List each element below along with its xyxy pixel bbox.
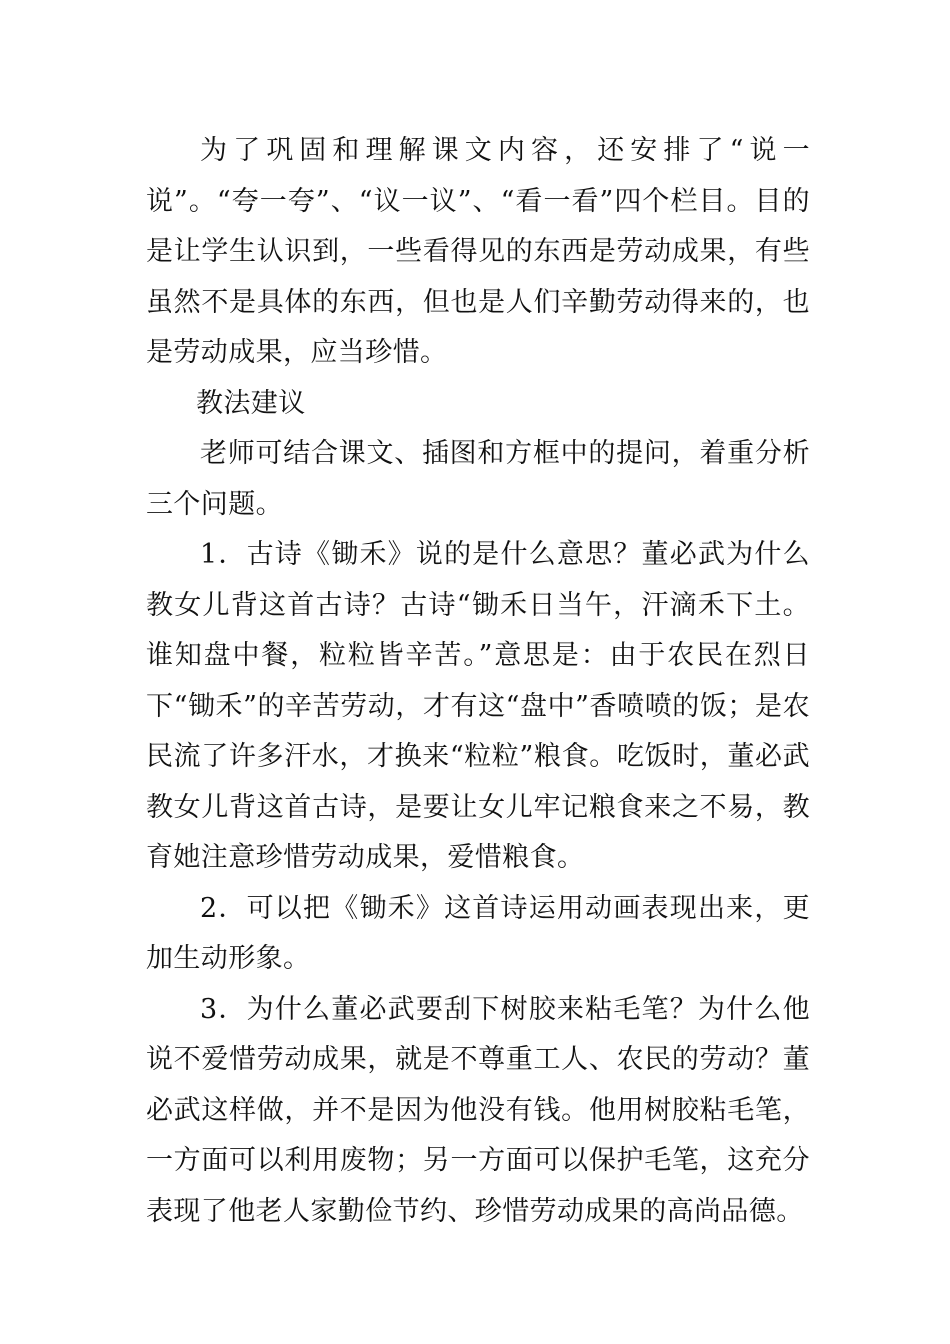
paragraph-item-1: 1．古诗《锄禾》说的是什么意思？董必武为什么教女儿背这首古诗？古诗“锄禾日当午，汗滴禾下土。谁知盘中餐，粒粒皆辛苦。”意思是：由于农民在烈日下“锄禾”的辛苦劳动，才有这“盘中”香喷喷的饭；是农民流了许多汗水，才换来“粒粒”粮食。吃饭时，董必武教女儿背这首古诗，是要让女儿牢记粮食来之不易，教育她注意珍惜劳动成果，爱惜粮食。	[146, 539, 810, 873]
paragraph-item-2: 2．可以把《锄禾》这首诗运用动画表现出来，更加生动形象。	[146, 892, 810, 974]
paragraph-suggestion: 老师可结合课文、插图和方框中的提问，着重分析三个问题。	[146, 438, 810, 520]
paragraph-intro: 为了巩固和理解课文内容，还安排了“说一说”。“夸一夸”、“议一议”、“看一看”四个栏目。目的是让学生认识到，一些看得见的东西是劳动成果，有些虽然不是具体的东西，但也是人们辛勤劳动得来的，也是劳动成果，应当珍惜。	[146, 135, 810, 368]
paragraph-item-3: 3．为什么董必武要刮下树胶来粘毛笔？为什么他说不爱惜劳动成果，就是不尊重工人、农民的劳动？董必武这样做，并不是因为他没有钱。他用树胶粘毛笔，一方面可以利用废物；另一方面可以保护毛笔，这充分表现了他老人家勤俭节约、珍惜劳动成果的高尚品德。	[146, 993, 810, 1227]
document-body	[146, 126, 810, 1237]
section-heading: 教法建议	[196, 387, 306, 419]
